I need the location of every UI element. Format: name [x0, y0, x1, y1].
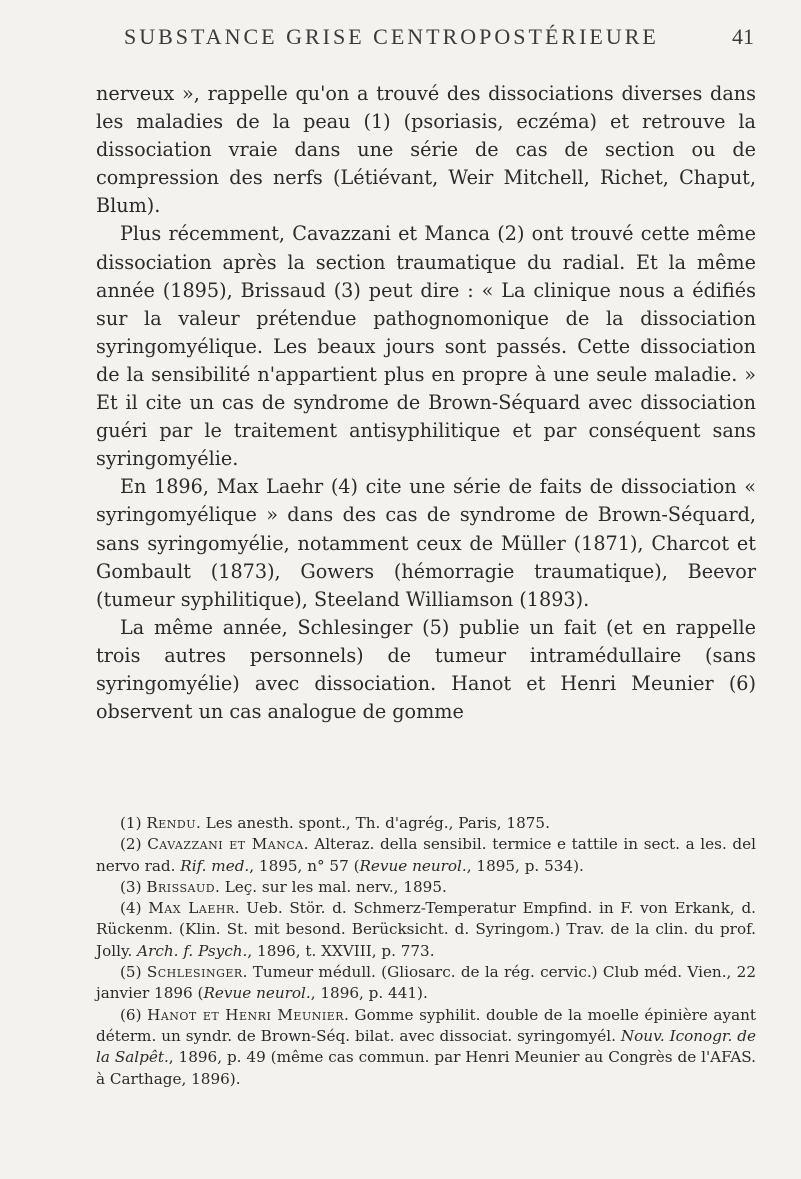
footnote: [96, 877, 756, 898]
footnote-journal: Arch. f. Psych.: [137, 941, 248, 960]
footnote-journal: Revue neurol.: [359, 856, 467, 875]
footnote-journal: Rif. med.: [180, 856, 250, 875]
paragraph: Plus récemment, Cavazzani et Manca (2) ont trouvé cette même dissociation après la section traumatique du radial. Et la même année (1895), Brissaud (3) peut dire : « La clinique nous a édifiés sur la valeur prétendue pathognomonique de la dissociation syringomyélique. Les beaux jours sont passés. Cette dissociation de la sensibilité n'appartient plus en propre à une seule maladie. » Et il cite un cas de syndrome de Brown-Séquard avec dissociation guéri par le traitement antisyphilitique et par conséquent sans syringomyélie.: [96, 222, 756, 471]
paragraph: nerveux », rappelle qu'on a trouvé des dissociations diverses dans les maladies de la peau (1) (psoriasis, eczéma) et retrouve la dissociation vraie dans une série de cas de section ou de compression des nerfs (Létiévant, Weir Mitchell, Richet, Chaput, Blum).: [96, 82, 756, 218]
paragraph: En 1896, Max Laehr (4) cite une série de faits de dissociation « syringomyélique » dans des cas de syndrome de Brown-Séquard, sans syringomyélie, notamment ceux de Müller (1871), Charcot et Gombault (1873), Gowers (hémorragie traumatique), Beevor (tumeur syphilitique), Steeland Williamson (1893).: [96, 475, 756, 611]
footnote-tail: , 1896, t. XXVIII, p. 773.: [247, 941, 435, 960]
footnote-author: Max Laehr: [148, 899, 235, 918]
paragraph: La même année, Schlesinger (5) publie un fait (et en rappelle trois autres personnels) de tumeur intramédullaire (sans syringomyélie) avec dissociation. Hanot et Henri Meunier (6) observent un cas analogue de gomme: [96, 615, 756, 724]
footnote-number: (4): [120, 899, 142, 918]
footnote-tail: , 1896, p. 441).: [310, 984, 428, 1003]
running-title: SUBSTANCE GRISE CENTROPOSTÉRIEURE: [124, 24, 659, 49]
footnote: [96, 962, 756, 1005]
footnote-text: . Les anesth. spont., Th. d'agrég., Paris, 1875.: [196, 814, 550, 832]
footnotes: [96, 813, 756, 1090]
footnote-text: . Leç. sur les mal. nerv., 1895.: [215, 877, 447, 896]
footnote-author: Hanot et Henri Meunier: [147, 1005, 345, 1024]
footnote-number: (5): [120, 963, 142, 982]
footnote-tail: , 1895, n° 57 (: [249, 856, 360, 875]
footnote-text: . Tumeur médull. (Gliosarc. de la rég. cervic.) Club méd. Vien., 22 janvier 1896 (: [96, 963, 756, 1003]
footnote-journal: Nouv. Iconogr. de la Salpêt.: [96, 1026, 757, 1067]
footnote-number: (3): [120, 877, 142, 896]
footnote: [96, 813, 756, 834]
footnote-number: (1): [120, 814, 142, 832]
footnote-author: Schlesinger: [146, 963, 243, 982]
footnote-author: Cavazzani et Manca: [147, 835, 304, 854]
footnote: [96, 898, 756, 962]
footnote: [96, 1005, 756, 1090]
footnote-tail: , 1896, p. 49 (même cas commun. par Henri Meunier au Congrès de l'AFAS. à Carthage, 1896).: [96, 1048, 756, 1088]
footnote-journal: Revue neurol.: [203, 984, 311, 1003]
footnote-tail: , 1895, p. 534).: [466, 856, 584, 875]
footnote-text: . Alteraz. della sensibil. termice e tattile in sect. a les. del nervo rad.: [96, 835, 756, 875]
page-number: 41: [732, 24, 754, 49]
footnote-number: (6): [120, 1005, 142, 1024]
footnote-text: . Ueb. Stör. d. Schmerz-Temperatur Empfind. in F. von Erkank, d. Rückenm. (Klin. St. mit besond. Berücksicht. d. Syringom.) Trav. de la clin. du prof. Jolly.: [96, 899, 757, 960]
footnote-text: . Gomme syphilit. double de la moelle épinière ayant déterm. un syndr. de Brown-Séq. bilat. avec dissociat. syringomyél.: [96, 1005, 757, 1045]
footnote: [96, 834, 756, 877]
footnote-number: (2): [120, 835, 142, 854]
main-text: [96, 80, 756, 726]
footnote-author: Brissaud: [146, 877, 216, 896]
running-header: [94, 22, 754, 58]
footnote-author: Rendu: [146, 814, 197, 832]
